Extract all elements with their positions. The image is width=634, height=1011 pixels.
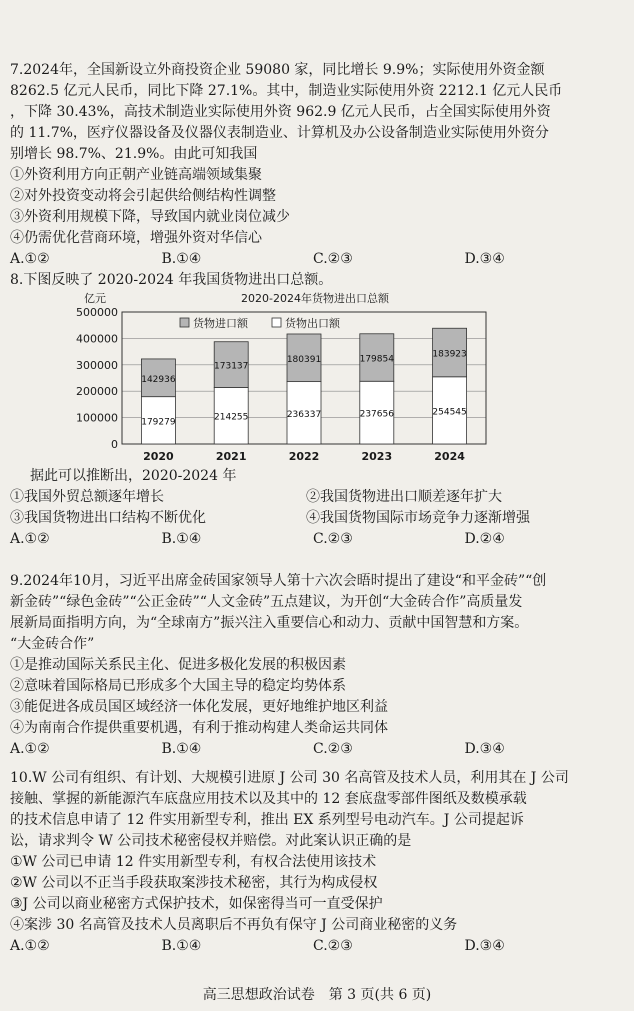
question-9 [10, 571, 616, 760]
q9-stem-line: 新金砖”“绿色金砖”“公正金砖”“人文金砖”五点建议，为开创“大金砖合作”高质量发 [10, 594, 523, 610]
q9-stem-line: 9.2024年10月，习近平出席金砖国家领导人第十六次会晤时提出了建设“和平金砖”“创 [10, 573, 547, 589]
q10-stem-line: 讼，请求判令 W 公司技术秘密侵权并赔偿。对此案认识正确的是 [10, 833, 412, 849]
legend-swatch [180, 318, 189, 327]
q10-choice-c: C.②③ [313, 938, 353, 954]
x-tick-label-2024: 2024 [434, 450, 465, 463]
legend-label: 货物出口额 [285, 317, 340, 330]
y-tick-label: 400000 [76, 332, 118, 346]
q7-option-1: ①外资利用方向正朝产业链高端领域集聚 [10, 167, 262, 183]
q8-option-3: ③我国货物进出口结构不断优化 [10, 510, 206, 526]
q7-option-4: ④仍需优化营商环境，增强外资对华信心 [10, 230, 262, 246]
q9-stem-line: “大金砖合作” [10, 636, 95, 652]
data-label-import-2023: 179854 [359, 354, 394, 365]
q7-choices [10, 249, 616, 270]
q9-choice-c: C.②③ [313, 741, 353, 757]
chart-legend [180, 316, 341, 330]
y-tick-label: 200000 [76, 385, 118, 399]
q7-choice-b: B.①④ [161, 251, 202, 267]
y-tick-label: 100000 [76, 411, 118, 425]
q9-option-4: ④为南南合作提供重要机遇，有利于推动构建人类命运共同体 [10, 720, 388, 736]
y-tick-label: 300000 [76, 358, 118, 372]
q10-choices [10, 936, 616, 957]
y-tick-label: 500000 [76, 306, 118, 319]
q7-stem-line: 的 11.7%，医疗仪器设备及仪器仪表制造业、计算机及办公设备制造业实际使用外资分 [10, 125, 549, 141]
x-tick-label-2022: 2022 [288, 450, 320, 463]
q10-option-3: ③J 公司以商业秘密方式保护技术，如保密得当可一直受保护 [10, 896, 383, 912]
q10-stem-line: 接触、掌握的新能源汽车底盘应用技术以及其中的 12 套底盘零部件图纸及数模承载 [10, 791, 527, 807]
question-8-stem: 8.下图反映了 2020-2024 年我国货物进出口总额。 [10, 272, 333, 288]
q8-choice-d: D.②④ [464, 531, 505, 547]
q8-choice-c: C.②③ [313, 531, 353, 547]
question-8-options [10, 466, 616, 550]
legend-swatch [272, 318, 281, 327]
q10-choice-b: B.①④ [161, 938, 202, 954]
question-10 [10, 768, 616, 957]
data-label-export-2023: 237656 [359, 409, 394, 420]
q7-stem-line: 8262.5 亿元人民币，同比下降 27.1%。其中，制造业实际使用外资 2212.1 亿元人民币 [10, 83, 563, 99]
q10-choice-d: D.③④ [464, 938, 505, 954]
q9-choice-b: B.①④ [161, 741, 202, 757]
data-label-import-2022: 180391 [286, 354, 322, 365]
q8-option-1: ①我国外贸总额逐年增长 [10, 489, 164, 505]
data-label-export-2020: 179279 [141, 417, 176, 428]
q9-stem-line: 展新局面指明方向，为“全球南方”振兴注入重要信心和动力、贡献中国智慧和方案。 [10, 615, 529, 631]
q8-option-row [10, 487, 616, 508]
q10-choice-a: A.①② [10, 938, 50, 954]
x-tick-label-2020: 2020 [143, 450, 174, 463]
q7-choice-c: C.②③ [313, 251, 353, 267]
q9-option-3: ③能促进各成员国区域经济一体化发展，更好地维护地区利益 [10, 699, 388, 715]
q7-stem-line: 7.2024年，全国新设立外商投资企业 59080 家，同比增长 9.9%；实际使用外资金额 [10, 62, 545, 78]
question-7 [10, 60, 616, 270]
q7-choice-d: D.③④ [464, 251, 505, 267]
q8-option-row [10, 508, 616, 529]
q8-choices [10, 529, 616, 550]
q9-option-1: ①是推动国际关系民主化、促进多极化发展的积极因素 [10, 657, 346, 673]
q9-choice-a: A.①② [10, 741, 50, 757]
chart-ylabel: 亿元 [84, 292, 106, 305]
chart-title: 2020-2024年货物进出口总额 [241, 292, 389, 305]
q9-option-2: ②意味着国际格局已形成多个大国主导的稳定均势体系 [10, 678, 346, 694]
q10-option-2: ②W 公司以不正当手段获取案涉技术秘密，其行为构成侵权 [10, 875, 378, 891]
data-label-export-2022: 236337 [286, 409, 322, 420]
data-label-export-2021: 214255 [214, 412, 249, 423]
data-label-import-2021: 173137 [214, 361, 249, 372]
data-label-import-2024: 183923 [432, 349, 467, 360]
data-label-import-2020: 142936 [141, 374, 176, 385]
q7-stem-line: ，下降 30.43%，高技术制造业实际使用外资 962.9 亿元人民币，占全国实际使用外资 [10, 104, 551, 120]
y-tick-label: 0 [111, 438, 118, 451]
q9-choices [10, 739, 616, 760]
x-tick-label-2021: 2021 [215, 450, 247, 463]
q8-option-2: ②我国货物进出口顺差逐年扩大 [306, 489, 502, 505]
page-footer: 高三思想政治试卷 第 3 页(共 6 页) [202, 987, 432, 1003]
q10-stem-line: 10.W 公司有组织、有计划、大规模引进原 J 公司 30 名高管及技术人员，利用其在 J 公司 [10, 770, 569, 786]
trade-chart [60, 288, 500, 468]
chart-bars [141, 328, 467, 444]
q7-option-2: ②对外投资变动将会引起供给侧结构性调整 [10, 188, 276, 204]
q7-choice-a: A.①② [10, 251, 50, 267]
q10-option-4: ④案涉 30 名高管及技术人员离职后不再负有保守 J 公司商业秘密的义务 [10, 917, 458, 933]
q8-lead: 据此可以推断出，2020-2024 年 [30, 468, 237, 484]
q9-choice-d: D.③④ [464, 741, 505, 757]
q10-stem-line: 的技术信息申请了 12 件实用新型专利，推出 EX 系列型号电动汽车。J 公司提起诉 [10, 812, 524, 828]
x-tick-label-2023: 2023 [361, 450, 393, 463]
data-label-export-2024: 254545 [432, 407, 467, 418]
q8-choice-b: B.①④ [161, 531, 202, 547]
chart-axes [76, 306, 486, 463]
q8-choice-a: A.①② [10, 531, 50, 547]
q7-stem-line: 别增长 98.7%、21.9%。由此可知我国 [10, 146, 258, 162]
legend-label: 货物进口额 [193, 317, 248, 330]
q10-option-1: ①W 公司已申请 12 件实用新型专利，有权合法使用该技术 [10, 854, 377, 870]
q7-option-3: ③外资利用规模下降，导致国内就业岗位减少 [10, 209, 290, 225]
q8-option-4: ④我国货物国际市场竞争力逐渐增强 [306, 510, 530, 526]
